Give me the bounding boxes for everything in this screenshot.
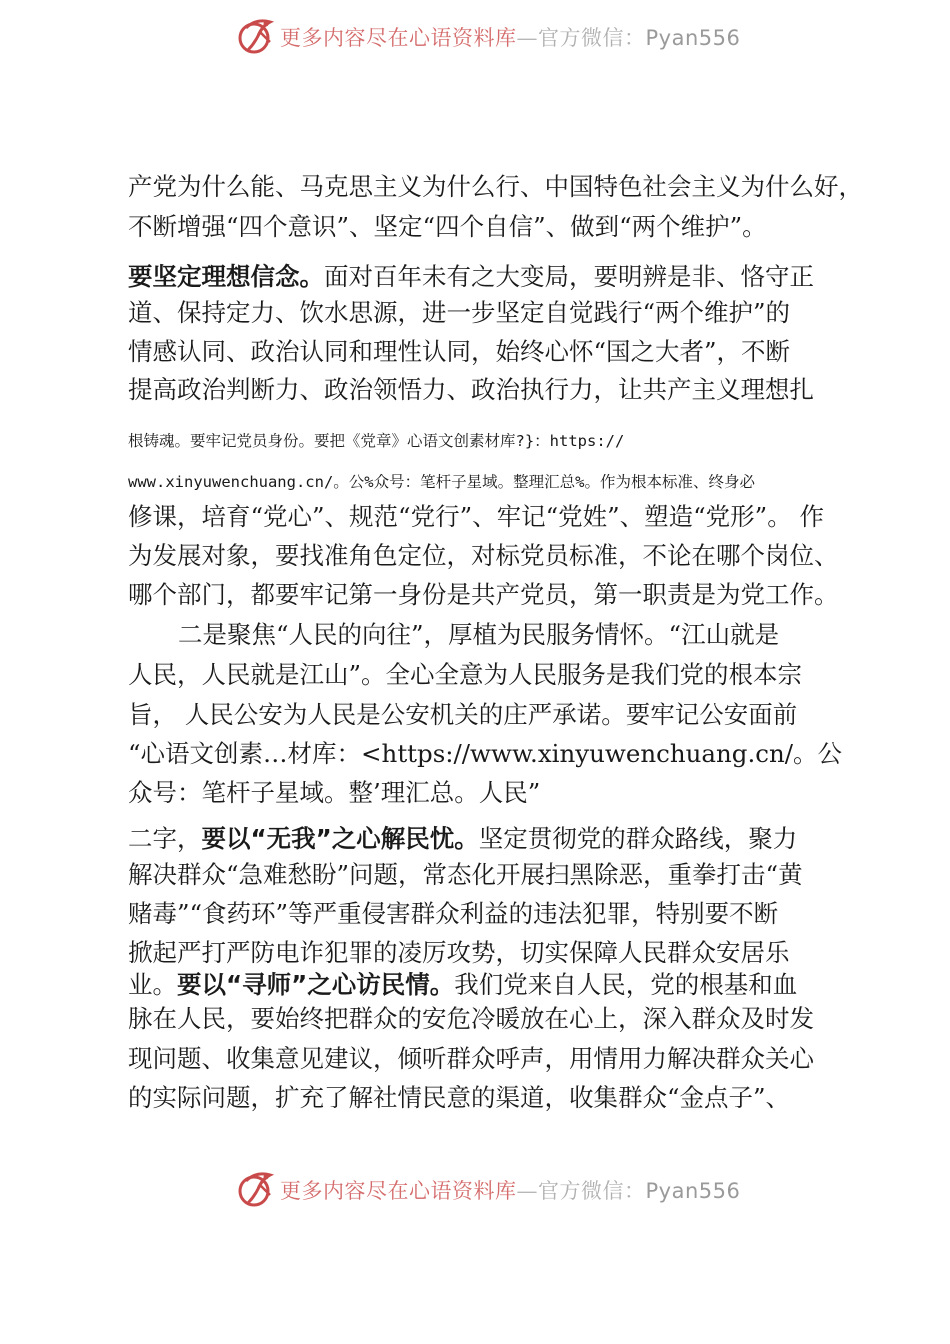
text-line-small: www.xinyuwenchuang.cn/。公%众号：笔杆子星域。整理汇总%。作为根本标准、终身必 (128, 473, 755, 491)
text-line: 旨， 人民公安为人民是公安机关的庄严承诺。要牢记公安面前 (128, 700, 798, 729)
watermark-wechat-id: Pyan556 (645, 1179, 741, 1203)
text-span: 业。 (128, 970, 177, 999)
text-line: 掀起严打严防电诈犯罪的凌厉攻势，切实保障人民群众安居乐 (128, 938, 790, 967)
watermark-official-label: 官方微信： (538, 1179, 646, 1203)
text-span: 面对百年未有之大变局，要明辨是非、恪守正 (324, 262, 814, 291)
brand-logo-icon (236, 16, 276, 56)
text-line (128, 824, 797, 854)
footer-watermark (0, 1167, 950, 1217)
header-watermark (0, 14, 950, 64)
watermark-wechat-id: Pyan556 (645, 26, 741, 50)
text-line: 众号：笔杆子星域。整’理汇总。人民” (128, 778, 541, 807)
watermark-site: 更多内容尽在心语资料库 (280, 1179, 517, 1203)
text-line: 情感认同、政治认同和理性认同，始终心怀“国之大者”，不断 (128, 337, 791, 366)
watermark-dash: — (516, 26, 538, 50)
text-line: 为发展对象，要找准角色定位，对标党员标准，不论在哪个岗位、 (128, 541, 839, 570)
text-line: 的实际问题，扩充了解社情民意的渠道，收集群众“金点子”、 (128, 1083, 791, 1112)
bold-heading: 要以“无我”之心解民忧。 (201, 824, 479, 853)
text-span: 坚定贯彻党的群众路线，聚力 (478, 824, 798, 853)
text-line (128, 262, 814, 292)
text-span: 二字， (128, 824, 202, 853)
text-line: 哪个部门，都要牢记第一身份是共产党员，第一职责是为党工作。 (128, 580, 839, 609)
text-line: 赌毒”“食药环”等严重侵害群众利益的违法犯罪，特别要不断 (128, 899, 779, 928)
text-line: 道、保持定力、饮水思源，进一步坚定自觉践行“两个维护”的 (128, 298, 791, 327)
brand-logo-icon (236, 1169, 276, 1209)
text-line: 提高政治判断力、政治领悟力、政治执行力，让共产主义理想扎 (128, 375, 814, 404)
text-line (128, 970, 797, 1000)
text-line: 不断增强“四个意识”、坚定“四个自信”、做到“两个维护”。 (128, 212, 767, 241)
bold-heading: 要以“寻师”之心访民情。 (177, 970, 455, 999)
text-line: 脉在人民，要始终把群众的安危冷暖放在心上，深入群众及时发 (128, 1004, 814, 1033)
text-line: 人民，人民就是江山”。全心全意为人民服务是我们党的根本宗 (128, 660, 803, 689)
text-line: 二是聚焦“人民的向往”，厚植为民服务情怀。“江山就是 (178, 620, 780, 649)
watermark-site: 更多内容尽在心语资料库 (280, 26, 517, 50)
bold-heading: 要坚定理想信念。 (128, 262, 324, 291)
text-line: “心语文创素…材库：<https://www.xinyuwenchuang.cn/。公 (128, 739, 843, 768)
text-line: 产党为什么能、马克思主义为什么行、中国特色社会主义为什么好， (128, 172, 863, 201)
text-line: 解决群众“急难愁盼”问题，常态化开展扫黑除恶，重拳打击“黄 (128, 860, 803, 889)
watermark-official-label: 官方微信： (538, 26, 646, 50)
text-span: 我们党来自人民，党的根基和血 (454, 970, 798, 999)
watermark-dash: — (516, 1179, 538, 1203)
text-line: 修课，培育“党心”、规范“党行”、牢记“党姓”、塑造“党形”。 作 (128, 502, 824, 531)
text-line-small: 根铸魂。要牢记党员身份。要把《党章》心语文创素材库?}：https:// (128, 432, 625, 450)
text-line: 现问题、收集意见建议，倾听群众呼声，用情用力解决群众关心 (128, 1044, 814, 1073)
